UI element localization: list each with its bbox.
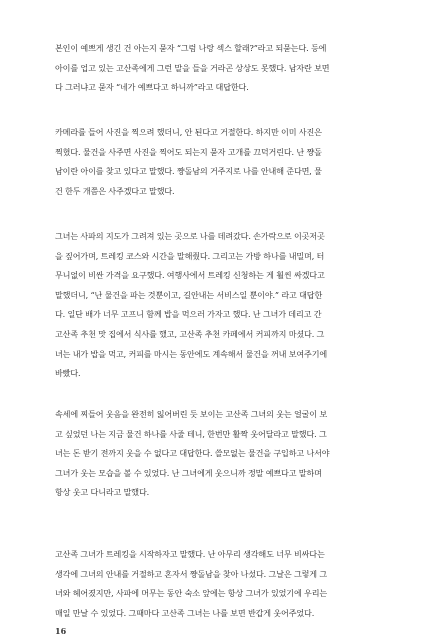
paragraph-3 — [55, 227, 385, 384]
text-line: 무니없이 비싼 가격을 요구했다. 여행사에서 트레킹 신청하는 게 훨씬 싸겠다고 — [55, 270, 325, 281]
text-line: 바빴다. — [55, 368, 81, 379]
text-line: 아이를 업고 있는 고산족에게 그런 말을 들을 거라곤 상상도 못했다. 남자란 보면 — [55, 62, 330, 73]
paragraph-1 — [55, 39, 385, 98]
text-line: 녀와 헤어졌지만, 사파에 머무는 동안 숙소 앞에는 항상 그녀가 있었기에 우리는 — [55, 588, 328, 599]
text-line: 그녀가 웃는 모습을 볼 수 있었다. 난 그녀에게 웃으니까 정말 예쁘다고 말하며 — [55, 467, 322, 478]
text-line: 다. 일단 배가 너무 고프니 함께 밥을 먹으러 가자고 했다. 난 그녀가 데리고 간 — [55, 309, 322, 320]
text-line: 남이란 아이를 찾고 있다고 말했다. 쨩돌남의 거주지로 나를 안내해 준다면, 물 — [55, 166, 322, 177]
text-line: 건 한두 개쯤은 사주겠다고 말했다. — [55, 185, 175, 196]
text-line: 그녀는 사파의 지도가 그려져 있는 곳으로 나를 데려갔다. 손가락으로 이곳저곳 — [55, 231, 325, 241]
text-line: 카메라를 들어 사진을 찍으려 했더니, 안 된다고 거절한다. 하지만 이미 사진은 — [55, 127, 322, 137]
text-line: 매일 만날 수 있었다. 그때마다 고산족 그녀는 나를 보면 반갑게 웃어주었다. — [55, 607, 315, 618]
text-line: 본인이 예쁘게 생긴 건 아는지 묻자 “그럼 나랑 섹스 할래?”라고 되묻는다. 등에 — [55, 43, 327, 53]
paragraph-5 — [55, 545, 385, 623]
text-line: 을 짚어가며, 트레킹 코스와 시간을 말해줬다. 그리고는 가방 하나를 내밀며, 터 — [55, 250, 325, 261]
text-line: 고 싶었던 나는 지금 물건 하나를 사줄 테니, 한번만 활짝 웃어달라고 말했다. 그 — [55, 428, 327, 439]
text-line: 다 그러냐고 묻자 “네가 예쁘다고 하니까”라고 대답한다. — [55, 82, 249, 93]
paragraph-4 — [55, 405, 385, 503]
text-line: 녀는 돈 받기 전까지 웃을 수 없다고 대답한다. 쓸모없는 물건을 구입하고 나서야 — [55, 448, 330, 459]
paragraph-2 — [55, 123, 385, 201]
text-line: 고산족 그녀가 트레킹을 시작하자고 말했다. 난 아무리 생각해도 너무 비싸다는 — [55, 549, 325, 559]
text-line: 속세에 찌들어 웃음을 완전히 잃어버린 듯 보이는 고산족 그녀의 웃는 얼굴이 보 — [55, 409, 328, 419]
text-line: 항상 웃고 다니라고 말했다. — [55, 487, 150, 498]
text-line: 녀는 내가 밥을 먹고, 커피를 마시는 동안에도 계속해서 물건을 꺼내 보여주기에 — [55, 348, 328, 359]
text-line: 고산족 추천 맛 집에서 식사를 했고, 고산족 추천 카페에서 커피까지 마셨다. 그 — [55, 328, 325, 339]
text-line: 생각에 그녀의 안내를 거절하고 혼자서 쨩돌남을 찾아 나섰다. 그날은 그렇게 그 — [55, 568, 328, 579]
text-line: 찍혔다. 물건을 사주면 사진을 찍어도 되는지 묻자 고개를 끄덕거린다. 난 쨩돌 — [55, 146, 322, 157]
text-line: 말했더니, “난 물건을 파는 것뿐이고, 길안내는 서비스일 뿐이야.” 라고 대답한 — [55, 289, 323, 300]
page-number: 16 — [55, 626, 67, 636]
